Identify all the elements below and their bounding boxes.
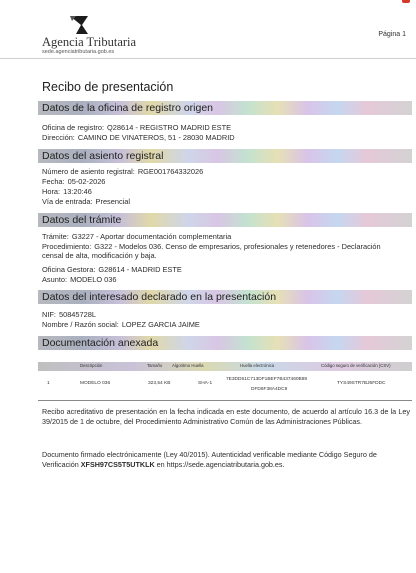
field-numero-asiento: Número de asiento registral: RGE001764332026 [42, 167, 204, 176]
field-asunto: Asunto: MODELO 036 [42, 275, 117, 284]
row-tamano: 323,54 KB [148, 381, 171, 386]
row-algoritmo: SHA-1 [198, 381, 213, 386]
field-fecha: Fecha: 05-02-2026 [42, 177, 106, 186]
section-heading: Datos del trámite [42, 214, 122, 226]
section-bar-asiento [38, 149, 412, 163]
table-header [38, 362, 412, 371]
agency-logo [40, 16, 140, 62]
agency-url: sede.agenciatributaria.gob.es [42, 49, 115, 55]
section-bar-registro [38, 101, 412, 115]
red-corner-mark [402, 0, 410, 3]
field-procedimiento: Procedimiento: G322 - Modelos 036. Censo de empresarios, profesionales y retenedores - Declaración censal de alta, modificación y baja. [42, 242, 381, 260]
col-csv: Código seguro de verificación (CSV) [321, 363, 391, 368]
signature-note: Documento firmado electrónicamente (Ley 40/2015). Autenticidad verificable mediante Código Seguro de Verificación XFSH97CS5T5UTKLK en https://sede.agenciatributaria.gob.es. [42, 450, 377, 469]
field-nombre: Nombre / Razón social: LOPEZ GARCIA JAIME [42, 320, 200, 329]
page-number: Página 1 [378, 31, 406, 38]
field-direccion: Dirección: CAMINO DE VINATEROS, 51 - 28030 MADRID [42, 133, 235, 142]
section-heading: Datos del interesado declarado en la presentación [42, 291, 277, 303]
col-tamano: Tamaño [147, 363, 163, 368]
agency-emblem-icon [68, 16, 90, 34]
row-huella-2: DFD6F38A4DC9 [251, 387, 288, 392]
agency-name: Agencia Tributaria [42, 35, 137, 49]
section-bar-interesado [38, 290, 412, 304]
field-oficina-gestora: Oficina Gestora: G28614 - MADRID ESTE [42, 265, 182, 274]
field-via-entrada: Vía de entrada: Presencial [42, 197, 131, 206]
col-algoritmo: Algoritmo Huella [172, 363, 204, 368]
header-divider [0, 58, 416, 59]
section-heading: Documentación anexada [42, 337, 159, 349]
field-tramite: Trámite: G3227 - Aportar documentación complementaria [42, 232, 232, 241]
row-descripcion: MODELO 036 [80, 381, 111, 386]
field-oficina: Oficina de registro: Q28614 - REGISTRO MADRID ESTE [42, 123, 232, 132]
section-bar-documentacion [38, 336, 412, 350]
receipt-legal-paragraph: Recibo acreditativo de presentación en la fecha indicada en este documento, de acuerdo al artículo 16.3 de la Ley 39/2015 de 1 de octubre, del Procedimiento Administrativo Común de las Administraciones Públicas. [42, 407, 410, 426]
col-huella: Huella electrónica [240, 363, 275, 368]
col-descripcion: Descripción [80, 363, 103, 368]
table-bottom-rule [38, 400, 412, 401]
field-hora: Hora: 13:20:46 [42, 187, 92, 196]
row-index: 1 [47, 381, 50, 386]
section-heading: Datos del asiento registral [42, 150, 164, 162]
field-nif: NIF: 50845728L [42, 310, 96, 319]
csv-code: XFSH97CS5T5UTKLK [80, 460, 155, 469]
section-heading: Datos de la oficina de registro origen [42, 102, 214, 114]
row-csv: TYS49STR7BJ6FDDC [337, 381, 386, 386]
section-bar-tramite [38, 213, 412, 227]
row-huella-1: 7E3DD51C713DF1BEF7B437460B89 [226, 377, 308, 382]
page-title: Recibo de presentación [42, 80, 174, 94]
